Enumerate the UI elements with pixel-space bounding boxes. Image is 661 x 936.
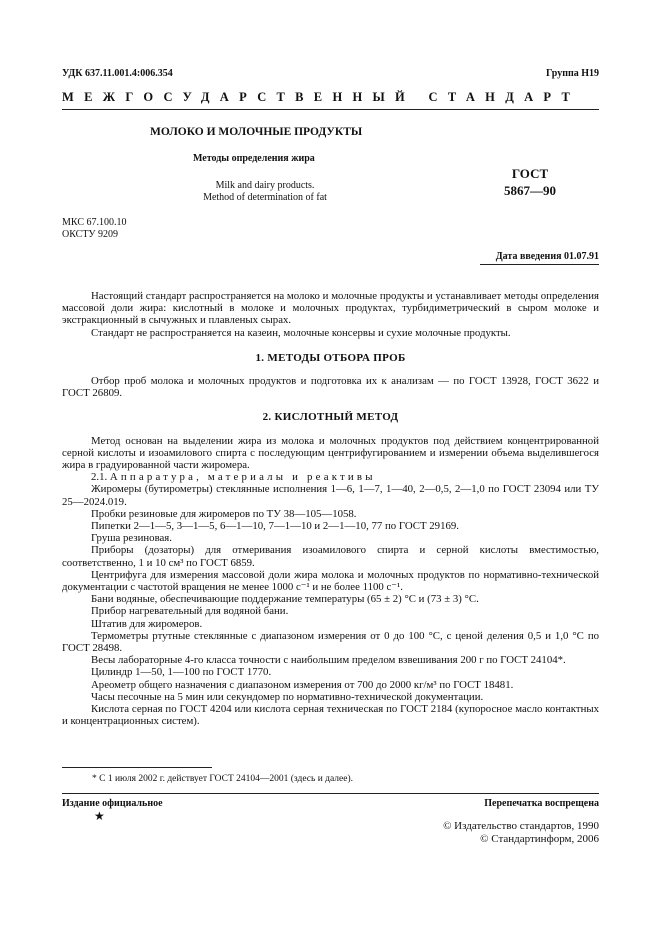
document-body xyxy=(62,290,599,728)
section-2-text: Метод основан на выделении жира из молока и молочных продуктов под действием концентрированной серной кислоты и изоамилового спирта с последующим центрифугированием и измерении объема выделившегося жира в градуированной части жиромера. xyxy=(62,434,599,472)
copyright-line-2: © Стандартинформ, 2006 xyxy=(480,833,599,845)
list-item: Груша резиновая. xyxy=(91,532,172,545)
section-2-title: 2. КИСЛОТНЫЙ МЕТОД xyxy=(262,411,399,424)
effective-date-value: 01.07.91 xyxy=(564,251,599,262)
list-item: Весы лабораторные 4-го класса точности с наибольшим пределом взвешивания 200 г по ГОСТ 24104*. xyxy=(91,654,566,667)
document-subtitle: Методы определения жира xyxy=(193,153,315,164)
subsection-2-1-heading xyxy=(62,471,599,483)
footnote: * С 1 июля 2002 г. действует ГОСТ 24104—2001 (здесь и далее). xyxy=(92,774,354,784)
classifier-codes xyxy=(62,217,126,241)
list-item: Кислота серная по ГОСТ 4204 или кислота серная техническая по ГОСТ 2184 (купоросное масло контактных и концентрационных систем). xyxy=(62,703,599,728)
list-item: Приборы (дозаторы) для отмеривания изоамилового спирта и серной кислоты вместимостью, соответственно, 1 и 10 см³ по ГОСТ 6859. xyxy=(62,544,599,569)
list-item: Термометры ртутные стеклянные с диапазоном измерения от 0 до 100 °С, с ценой деления 0,5 и 1,0 °С по ГОСТ 28498. xyxy=(62,629,599,655)
gost-number: 5867—90 xyxy=(504,183,556,198)
list-item: Жиромеры (бутирометры) стеклянные исполнения 1—6, 1—7, 1—40, 2—0,5, 2—1,0 по ГОСТ 23094 или ТУ 25—2024.019. xyxy=(62,483,599,508)
list-item: Штатив для жиромеров. xyxy=(91,617,203,630)
official-edition-label: Издание официальное xyxy=(62,798,163,809)
mks-code: МКС 67.100.10 xyxy=(62,217,127,228)
section-1-title: 1. МЕТОДЫ ОТБОРА ПРОБ xyxy=(255,351,406,364)
list-item: Пробки резиновые для жиромеров по ТУ 38—105—1058. xyxy=(91,507,357,520)
list-item: Бани водяные, обеспечивающие поддержание температуры (65 ± 2) °С и (73 ± 3) °С. xyxy=(91,593,479,606)
list-item: Пипетки 2—1—5, 3—1—5, 6—1—10, 7—1—10 и 2—1—10, 77 по ГОСТ 29169. xyxy=(91,520,459,533)
standard-type: МЕЖГОСУДАРСТВЕННЫЙ СТАНДАРТ xyxy=(62,90,581,104)
subsection-2-1-number: 2.1. xyxy=(91,471,108,484)
effective-date xyxy=(496,251,599,263)
date-rule xyxy=(480,264,599,265)
list-item: Центрифуга для измерения массовой доли жира молока и молочных продуктов по нормативно-технической документации с частотой вращения не менее 1000 с⁻¹ и не более 1100 с⁻¹. xyxy=(62,568,599,594)
reprint-notice: Перепечатка воспрещена xyxy=(484,798,599,809)
list-item: Часы песочные на 5 мин или секундомер по нормативно-технической документации. xyxy=(91,690,484,703)
header-rule xyxy=(62,109,599,110)
document-title: МОЛОКО И МОЛОЧНЫЕ ПРОДУКТЫ xyxy=(150,126,363,138)
footnote-rule xyxy=(62,767,212,768)
group-code: Группа Н19 xyxy=(546,68,599,79)
effective-date-label: Дата введения xyxy=(495,251,562,262)
intro-paragraph-1: Настоящий стандарт распространяется на молоко и молочные продукты и устанавливает методы определения массовой доли жира: кислотный в молоке и молочных продуктах, турбидиметрический в сыром молоке и экстракционный в сычужных и плавленых сырах. xyxy=(62,290,599,327)
english-title xyxy=(140,180,390,204)
okstu-code: ОКСТУ 9209 xyxy=(62,229,119,240)
star-icon: ★ xyxy=(94,809,105,823)
gost-label: ГОСТ xyxy=(511,166,549,181)
copyright-block xyxy=(443,820,599,846)
copyright-line-1: © Издательство стандартов, 1990 xyxy=(443,820,599,832)
english-title-line-1: Milk and dairy products. xyxy=(215,180,315,191)
list-item: Цилиндр 1—50, 1—100 по ГОСТ 1770. xyxy=(91,666,272,679)
udk-code: УДК 637.11.001.4:006.354 xyxy=(62,68,173,79)
list-item: Ареометр общего назначения с диапазоном измерения от 700 до 2000 кг/м³ по ГОСТ 18481. xyxy=(91,678,514,691)
english-title-line-2: Method of determination of fat xyxy=(203,192,327,203)
gost-designation xyxy=(490,165,570,199)
footer-rule xyxy=(62,793,599,794)
list-item: Прибор нагревательный для водяной бани. xyxy=(91,605,289,618)
intro-paragraph-2: Стандарт не распространяется на казеин, молочные консервы и сухие молочные продукты. xyxy=(91,326,511,339)
section-1-text: Отбор проб молока и молочных продуктов и подготовка их к анализам — по ГОСТ 13928, ГОСТ 3622 и ГОСТ 26809. xyxy=(62,375,599,400)
subsection-2-1-title: Аппаратура, материалы и реактивы xyxy=(109,471,376,484)
